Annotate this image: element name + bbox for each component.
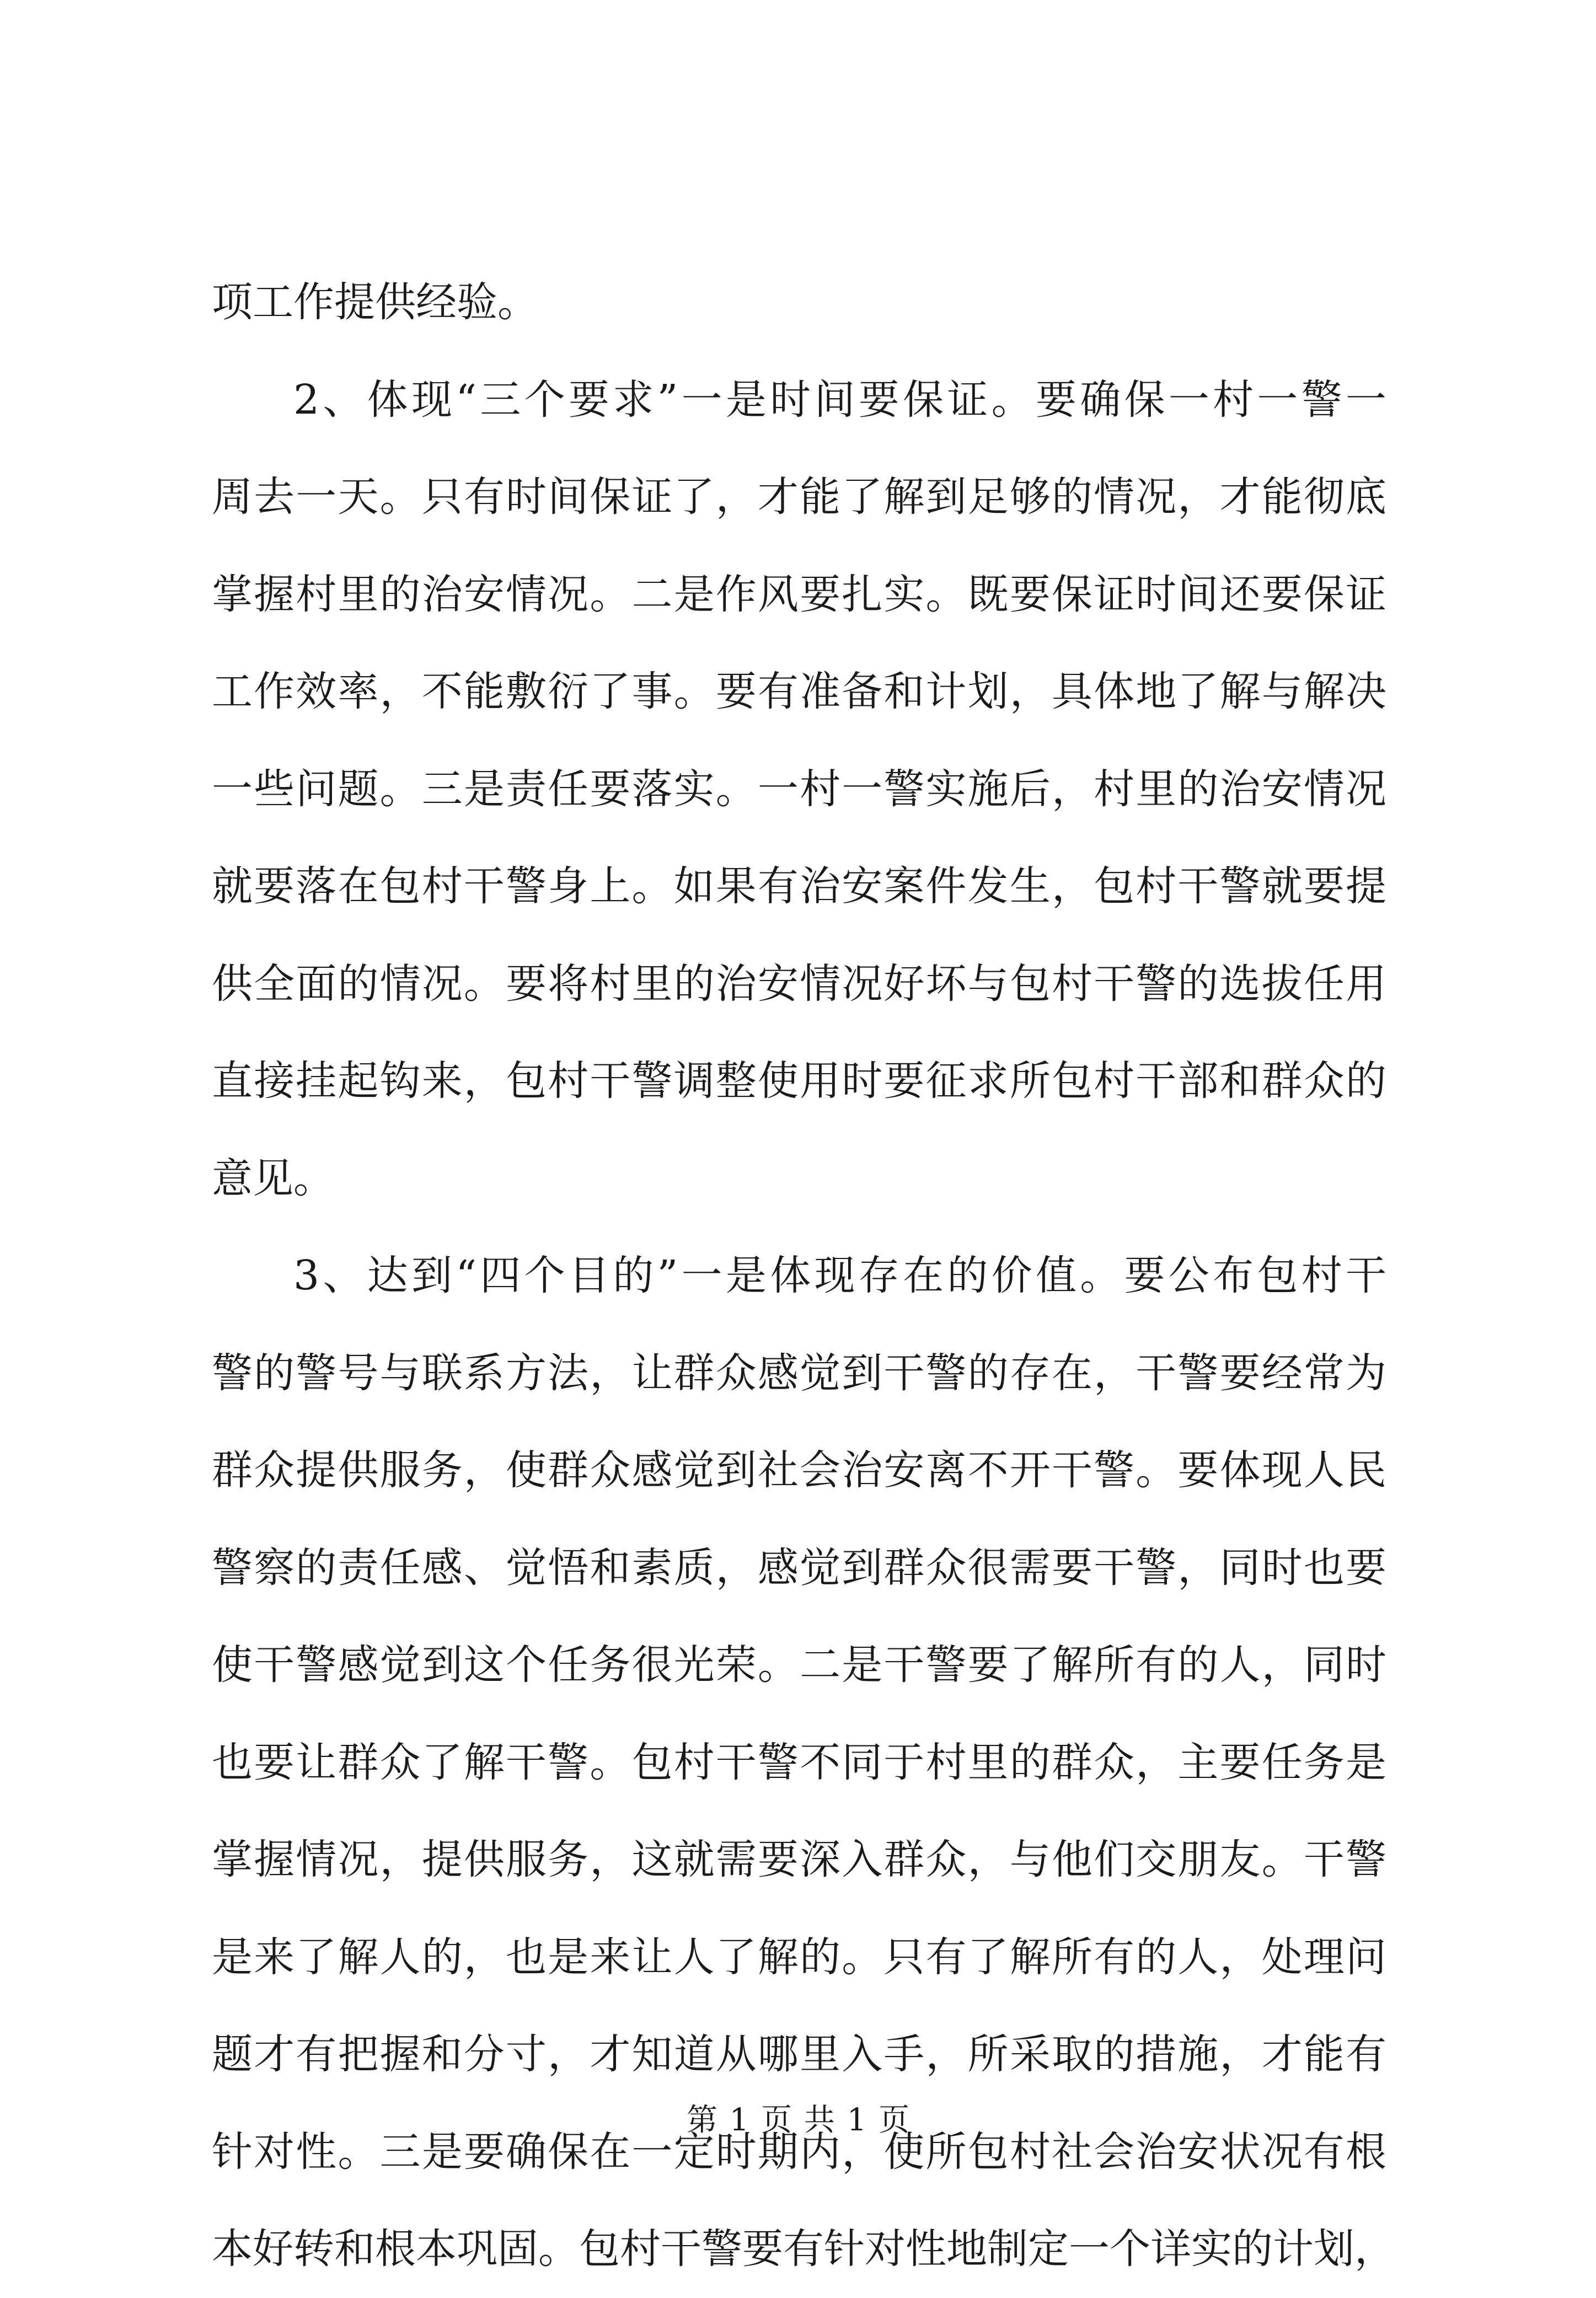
text-line: 群众提供服务，使群众感觉到社会治安离不开干警。要体现人民 <box>212 1447 1386 1494</box>
text-line: 使干警感觉到这个任务很光荣。二是干警要了解所有的人，同时 <box>212 1641 1386 1689</box>
text-line: 一些问题。三是责任要落实。一村一警实施后，村里的治安情况 <box>212 765 1386 813</box>
text-line: 掌握村里的治安情况。二是作风要扎实。既要保证时间还要保证 <box>212 570 1386 618</box>
page-footer: 第 1 页 共 1 页 <box>686 2102 910 2138</box>
text-line: 题才有把握和分寸，才知道从哪里入手，所采取的措施，才能有 <box>212 2031 1386 2078</box>
text-line: 2、体现“三个要求”一是时间要保证。要确保一村一警一 <box>293 376 1386 424</box>
paragraph-2 <box>212 351 1386 1228</box>
text-line: 周去一天。只有时间保证了，才能了解到足够的情况，才能彻底 <box>212 473 1386 521</box>
document-body <box>212 254 1395 2298</box>
text-line: 掌握情况，提供服务，这就需要深入群众，与他们交朋友。干警 <box>212 1836 1386 1883</box>
text-line: 3、达到“四个目的”一是体现存在的价值。要公布包村干 <box>293 1252 1386 1299</box>
text-line: 直接挂起钩来，包村干警调整使用时要征求所包村干部和群众的 <box>212 1057 1386 1105</box>
text-line: 也要让群众了解干警。包村干警不同于村里的群众，主要任务是 <box>212 1738 1386 1786</box>
text-line: 供全面的情况。要将村里的治安情况好坏与包村干警的选拔任用 <box>212 960 1386 1008</box>
paragraph-continuation <box>212 254 1386 351</box>
text-line: 是来了解人的，也是来让人了解的。只有了解所有的人，处理问 <box>212 1933 1386 1981</box>
text-line: 意见。 <box>212 1154 334 1202</box>
text-line: 警的警号与联系方法，让群众感觉到干警的存在，干警要经常为 <box>212 1349 1386 1397</box>
text-line: 本好转和根本巩固。包村干警要有针对性地制定一个详实的计划， <box>212 2225 1395 2273</box>
text-line: 针对性。三是要确保在一定时期内，使所包村社会治安状况有根 <box>212 2128 1386 2176</box>
text-line: 项工作提供经验。 <box>212 278 538 326</box>
text-line: 就要落在包村干警身上。如果有治安案件发生，包村干警就要提 <box>212 863 1386 910</box>
text-line: 工作效率，不能敷衍了事。要有准备和计划，具体地了解与解决 <box>212 668 1386 715</box>
text-line: 警察的责任感、觉悟和素质，感觉到群众很需要干警，同时也要 <box>212 1544 1386 1592</box>
